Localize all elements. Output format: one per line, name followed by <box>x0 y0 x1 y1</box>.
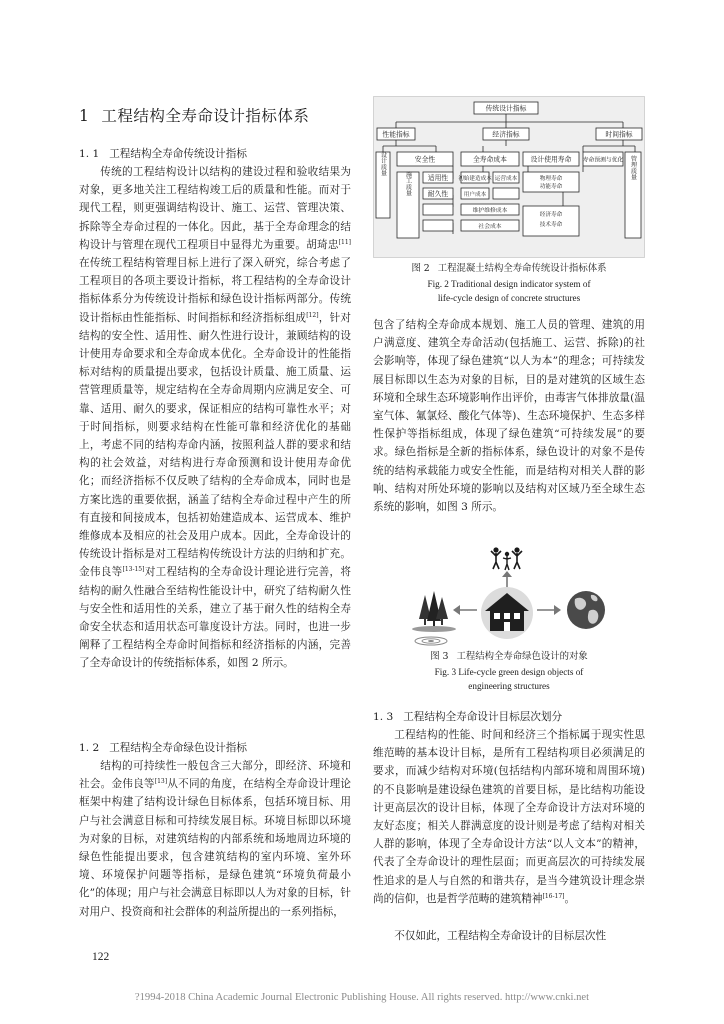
fig2-serviceability-label: 适用性 <box>427 174 449 182</box>
section-title: 工程结构全寿命设计指标体系 <box>101 107 310 125</box>
text-run: 。 <box>564 892 576 905</box>
fig2-lifecycle-cost-label: 全寿命成本 <box>473 155 507 164</box>
text-run: 传统的工程结构设计以结构的建设过程和验收结果为对象，更多地关注工程结构竣工后的质量和性能。而对于现代工程，则更强调结构设计、施工、运营、管理决策、拆除等全寿命过程的一体化。因此，基于全寿命理念的结构设计与管理在现代工程项目中显得尤为重要。胡琦忠 <box>79 166 351 251</box>
citation: [13-15] <box>122 566 145 574</box>
figure-number: 图 3 <box>430 651 449 662</box>
text-run: 工程结构的性能、时间和经济三个指标属于现实性思维范畴的基本设计目标，是所有工程结构项目必须满足的要求，而减少结构对环境(包括结构内部环境和周围环境)的不良影响是建设绿色建筑的首要目标，是比结构功能设计更高层次的设计目标，体现了全寿命设计方法对环境的友好态度；相关人群满意度的设计则是考虑了结构对相关人群的影响，体现了全寿命设计方法“以人文本”的精神，代表了全寿命设计的理性层面；而更高层次的可持续发展性追求的是人与自然的和谐共存，是当今建筑设计理念崇尚的信仰，也是哲学范畴的建筑精神 <box>373 729 645 905</box>
fig2-time-label: 时间指标 <box>605 130 633 139</box>
citation: [16-17] <box>542 892 565 900</box>
fig2-economic-label: 经济指标 <box>492 130 520 139</box>
subsection-number: 1. 1 <box>79 148 100 160</box>
fig2-technical-life-label: 技术寿命 <box>539 222 563 228</box>
paragraph-traditional-indicators <box>79 163 351 673</box>
figure-number: 图 2 <box>411 263 430 274</box>
paragraph-goal-levels <box>373 726 645 908</box>
figure-2-caption-en-1: Fig. 2 Traditional design indicator system of <box>427 279 591 289</box>
fig2-performance-label: 性能指标 <box>382 130 410 139</box>
fig2-safety-label: 安全性 <box>414 155 436 164</box>
figure-2-caption-cn <box>373 262 645 277</box>
section-number: 1 <box>79 107 90 125</box>
fig2-social-cost-label: 社会成本 <box>478 224 502 230</box>
people-icon <box>491 547 522 570</box>
subsection-title: 工程结构全寿命绿色设计指标 <box>109 742 247 754</box>
figure-2-caption-en-2: life-cycle design of concrete structures <box>437 293 581 303</box>
subsection-1-2-heading <box>79 740 247 755</box>
arrow-left-icon <box>453 605 477 615</box>
arrow-right-icon <box>537 605 561 615</box>
caption-text: 工程混凝土结构全寿命传统设计指标体系 <box>437 263 607 274</box>
subsection-1-3-heading <box>373 709 562 724</box>
fig2-construction-cost-label: 初始建造成本 <box>458 176 492 182</box>
paragraph-green-indicators <box>79 757 351 921</box>
fig2-operation-cost-label: 运营成本 <box>494 176 518 182</box>
fig2-maintenance-cost-label: 维护维修成本 <box>472 208 508 214</box>
subsection-number: 1. 2 <box>79 742 100 754</box>
fig2-service-life-label: 设计使用寿命 <box>530 155 572 164</box>
tree-icon <box>412 591 456 632</box>
fig2-durability-label: 耐久性 <box>427 190 449 198</box>
fig2-construction-quality-label: 施工质量 <box>404 171 412 197</box>
caption-text: 工程结构全寿命绿色设计的对象 <box>456 651 588 662</box>
fig2-physical-life-label: 物理寿命 <box>539 176 563 182</box>
figure-3-caption-en-1: Fig. 3 Life-cycle green design objects of <box>434 667 584 677</box>
paragraph-green-objects: 包含了结构全寿命成本规划、施工人员的管理、建筑的用户满意度、建筑全寿命活动(包括施工、运营、拆除)的社会影响等，体现了绿色建筑“以人为本”的理念；可持续发展目标即以生态为对象的目标，目的是对建筑的区域生态环境和全球生态环境影响作出评价，由毒害气体排放量(温室气体、氟氯烃、酸化气体等)、生态环境保护、生态多样性保护等指标组成，体现了绿色建筑“可持续发展”的要求。绿色指标是全新的指标体系，绿色设计的对象不是传统的结构承载能力或安全性能，而是结构对相关人群的影响、结构对所处环境的影响以及结构对区域乃至全球生态系统的影响，如图 3 所示。 <box>373 319 645 514</box>
citation: [11] <box>338 238 351 246</box>
copyright-footer: ?1994-2018 China Academic Journal Electronic Publishing House. All rights reserved. http://www.cnki.net <box>134 992 590 1003</box>
text-run: 结构的可持续性一般包含三大部分，即经济、环境和社会。金伟良等 <box>79 760 351 791</box>
subsection-title: 工程结构全寿命传统设计指标 <box>109 148 247 160</box>
citation: [13] <box>154 778 168 786</box>
earth-globe-icon <box>567 591 605 629</box>
text-run: ，针对结构的安全性、适用性、耐久性进行设计，兼顾结构的设计使用寿命要求和全寿命成本优化。全寿命设计的性能指标对结构的质量提出要求，包括设计质量、施工质量、运营管理质量等，规定结构在全寿命周期内应满足安全、可靠、适用、耐久的要求，保证相应的结构可靠性水平；对于时间指标，则要求结构在性能可靠和经济优化的基础上，考虑不同的结构寿命内涵，按照利益人群的要求和结构的社会效益，对结构进行寿命预测和设计使用寿命优化；而经济指标不仅反映了结构的全寿命成本，同时也是方案比选的重要依据，涵盖了结构全寿命过程中产生的所有直接和间接成本，包括初始建造成本、运营成本、维护维修成本及相应的社会及用户成本。因此，全寿命设计的传统设计指标是对工程结构传统设计方法的归纳和扩充。金伟良等 <box>79 311 352 579</box>
page-number: 122 <box>92 951 110 963</box>
house-icon <box>481 587 533 639</box>
water-ripple-icon <box>415 637 447 645</box>
figure-3-caption-en-2: engineering structures <box>468 681 550 691</box>
fig2-life-optimization-label: 寿命预测与优化 <box>582 157 624 164</box>
subsection-number: 1. 3 <box>373 711 394 723</box>
fig2-user-cost-label: 用户成本 <box>463 192 487 198</box>
fig2-functional-life-label: 功能寿命 <box>539 184 563 190</box>
text-run: 在传统工程结构管理目标上进行了深入研究，综合考虑了工程项目的各项主要设计指标，将工程结构的全寿命设计指标体系分为传统设计指标和绿色设计指标两部分。传统设计指标由性能指标、时间指标和经济指标组成 <box>79 257 351 324</box>
figure-3-caption-cn <box>373 650 645 665</box>
fig2-economic-life-label: 经济寿命 <box>539 212 563 218</box>
text-run: 对工程结构的全寿命设计理论进行完善，将结构的耐久性融合至结构性能设计中，研究了结构耐久性与安全性和适用性的关系，建立了基于耐久性的结构全寿命安全状态和适用状态可靠度设计方法。同时，也进一步阐释了工程结构全寿命时间指标和经济指标的内涵，完善了全寿命设计的传统指标体系，如图 2 所示。 <box>79 566 352 670</box>
fig2-management-quality-label: 管理质量 <box>629 155 637 181</box>
fig2-design-quality-label: 设计质量 <box>379 151 387 177</box>
paragraph-continuation: 不仅如此，工程结构全寿命设计的目标层次性 <box>394 930 607 942</box>
text-run: 从不同的角度，在结构全寿命设计理论框架中构建了结构设计绿色目标体系，包括环境目标、用户与社会满意目标和可持续发展目标。环境目标即以环境为对象的目标，对建筑结构的内部系统和场地周边环境的绿色性能提出要求，包含建筑结构的室内环境、室外环境、环境保护问题等指标，是绿色建筑“环境负荷最小化”的体现；用户与社会满意目标即以人为对象的目标，针对用户、投资商和社会群体的利益所提出的一系列指标， <box>79 778 352 918</box>
section-heading <box>79 104 309 126</box>
figure-3-illustration <box>405 545 615 647</box>
subsection-title: 工程结构全寿命设计目标层次划分 <box>403 711 563 723</box>
citation: [12] <box>306 311 319 319</box>
subsection-1-1-heading <box>79 146 247 161</box>
fig2-root-label: 传统设计指标 <box>485 104 527 113</box>
figure-2-diagram <box>373 96 645 258</box>
